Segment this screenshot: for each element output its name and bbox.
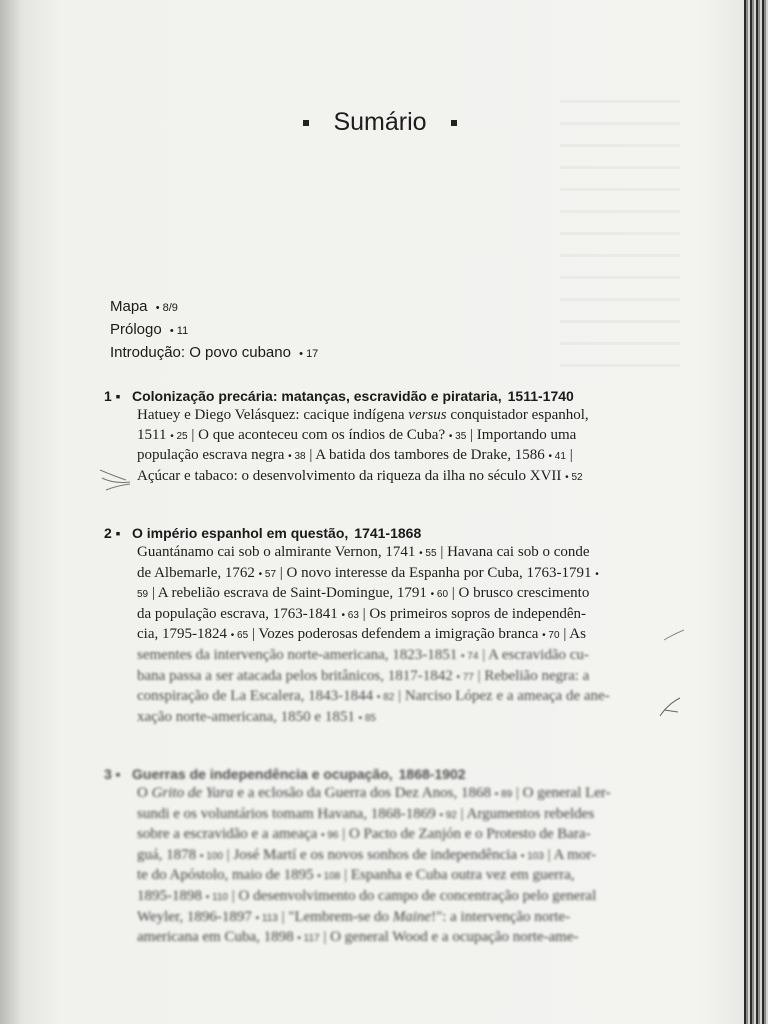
toc-line: conspiração de La Escalera, 1843-1844 • 82 | Narciso López e a ameaça de ane- xyxy=(137,688,610,705)
front-matter-list xyxy=(110,296,318,365)
bullet-square-icon xyxy=(303,120,309,126)
toc-line: xação norte-americana, 1850 e 1851 • 85 xyxy=(137,708,376,725)
bullet-square-icon xyxy=(451,120,457,126)
book-spine xyxy=(744,0,768,1024)
toc-line: Hatuey e Diego Velásquez: cacique indígena versus conquistador espanhol, xyxy=(137,407,589,423)
chapter-entry xyxy=(104,386,664,487)
toc-line: sundi e os voluntários tomam Havana, 1868-1869 • 92 | Argumentos rebeldes xyxy=(137,805,595,822)
chapter-entry xyxy=(104,764,664,949)
toc-line: Weyler, 1896-1897 • 113 | "Lembrem-se do Maine!": a intervenção norte- xyxy=(137,908,571,925)
front-matter-item: Prólogo • 11 xyxy=(110,321,189,338)
chapter-heading: 1 ▪ Colonização precária: matanças, escravidão e pirataria, 1511-1740 xyxy=(104,388,574,404)
page-title xyxy=(0,108,760,137)
toc-line: 1511 • 25 | O que aconteceu com os índios de Cuba? • 35 | Importando uma xyxy=(137,426,577,443)
toc-line: da população escrava, 1763-1841 • 63 | Os primeiros sopros de independên- xyxy=(137,605,587,622)
toc-line: bana passa a ser atacada pelos britânicos, 1817-1842 • 77 | Rebelião negra: a xyxy=(137,667,590,684)
toc-line: americana em Cuba, 1898 • 117 | O general Wood e a ocupação norte-ame- xyxy=(137,929,579,946)
toc-line: Guantánamo cai sob o almirante Vernon, 1741 • 55 | Havana cai sob o conde xyxy=(137,544,590,560)
toc-line: cia, 1795-1824 • 65 | Vozes poderosas defendem a imigração branca • 70 | As xyxy=(137,626,586,643)
toc-line: 1895-1898 • 110 | O desenvolvimento do campo de concentração pelo general xyxy=(137,887,597,904)
pencil-mark-icon xyxy=(656,694,686,720)
front-matter-item: Introdução: O povo cubano • 17 xyxy=(110,344,319,361)
toc-line: te do Apóstolo, maio de 1895 • 108 | Espanha e Cuba outra vez em guerra, xyxy=(137,867,575,884)
chapter-entry xyxy=(104,523,664,728)
pencil-mark-icon xyxy=(662,628,686,644)
toc-line: 59 | A rebelião escrava de Saint-Domingue, 1791 • 60 | O brusco crescimento xyxy=(137,585,590,602)
toc-line: de Albemarle, 1762 • 57 | O novo interesse da Espanha por Cuba, 1763-1791 • xyxy=(137,564,599,581)
title-text: Sumário xyxy=(333,108,427,136)
toc-line: população escrava negra • 38 | A batida dos tambores de Drake, 1586 • 41 | xyxy=(137,447,573,464)
show-through-text xyxy=(560,100,680,380)
pencil-mark-icon xyxy=(96,466,136,496)
toc-line: sobre a escravidão e a ameaça • 96 | O Pacto de Zanjón e o Protesto de Bara- xyxy=(137,826,591,843)
chapter-sections xyxy=(137,784,664,949)
chapter-heading: 2 ▪ O império espanhol em questão, 1741-1868 xyxy=(104,525,422,541)
toc-line: Açúcar e tabaco: o desenvolvimento da riqueza da ilha no século XVII • 52 xyxy=(137,467,583,484)
toc-line: sementes da intervenção norte-americana, 1823-1851 • 74 | A escravidão cu- xyxy=(137,646,589,663)
toc-line: guá, 1878 • 100 | José Martí e os novos sonhos de independência • 103 | A mor- xyxy=(137,846,597,863)
chapter-sections xyxy=(137,543,664,728)
front-matter-item: Mapa • 8/9 xyxy=(110,298,178,315)
chapter-sections xyxy=(137,406,664,487)
chapter-heading: 3 ▪ Guerras de independência e ocupação, 1868-1902 xyxy=(104,766,466,782)
toc-line: O Grito de Yara e a eclosão da Guerra dos Dez Anos, 1868 • 89 | O general Ler- xyxy=(137,785,611,801)
